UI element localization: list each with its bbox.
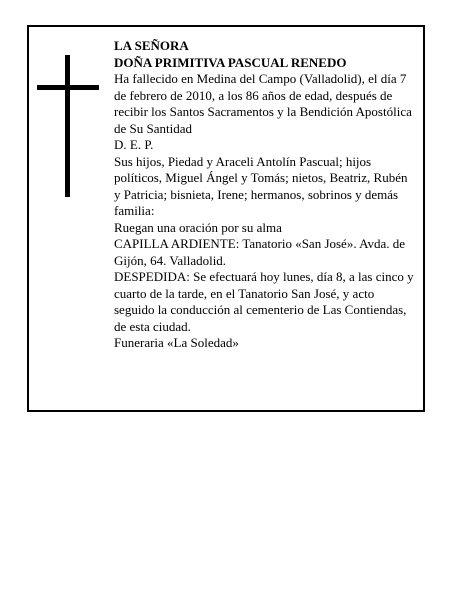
cross-horizontal-bar [37, 85, 99, 90]
notice-chapel: CAPILLA ARDIENTE: Tanatorio «San José». Avda. de Gijón, 64. Valladolid. [114, 236, 406, 268]
notice-farewell: DESPEDIDA: Se efectuará hoy lunes, día 8, a las cinco y cuarto de la tarde, en el Tanatorio San José, y acto seguido la conducción al cementerio de Las Contiendas, de esta ciudad. [114, 269, 414, 334]
notice-deceased-name: DOÑA PRIMITIVA PASCUAL RENEDO [114, 54, 347, 70]
latin-cross-icon [37, 55, 99, 197]
cross-vertical-bar [65, 55, 70, 197]
notice-funeral-home: Funeraria «La Soledad» [114, 335, 239, 350]
notice-prayer: Ruegan una oración por su alma [114, 219, 282, 235]
obituary-text [114, 38, 414, 352]
notice-body: Ha fallecido en Medina del Campo (Valladolid), el día 7 de febrero de 2010, a los 86 años de edad, después de recibir los Santos Sacramentos y la Bendición Apostólica de Su Santidad [114, 71, 412, 136]
notice-dep: D. E. P. [114, 137, 154, 152]
notice-family: Sus hijos, Piedad y Araceli Antolín Pascual; hijos políticos, Miguel Ángel y Tomás; nietos, Beatriz, Rubén y Patricia; bisnieta, Irene; hermanos, sobrinos y demás familia: [114, 153, 408, 218]
notice-title-line1: LA SEÑORA [114, 38, 189, 53]
